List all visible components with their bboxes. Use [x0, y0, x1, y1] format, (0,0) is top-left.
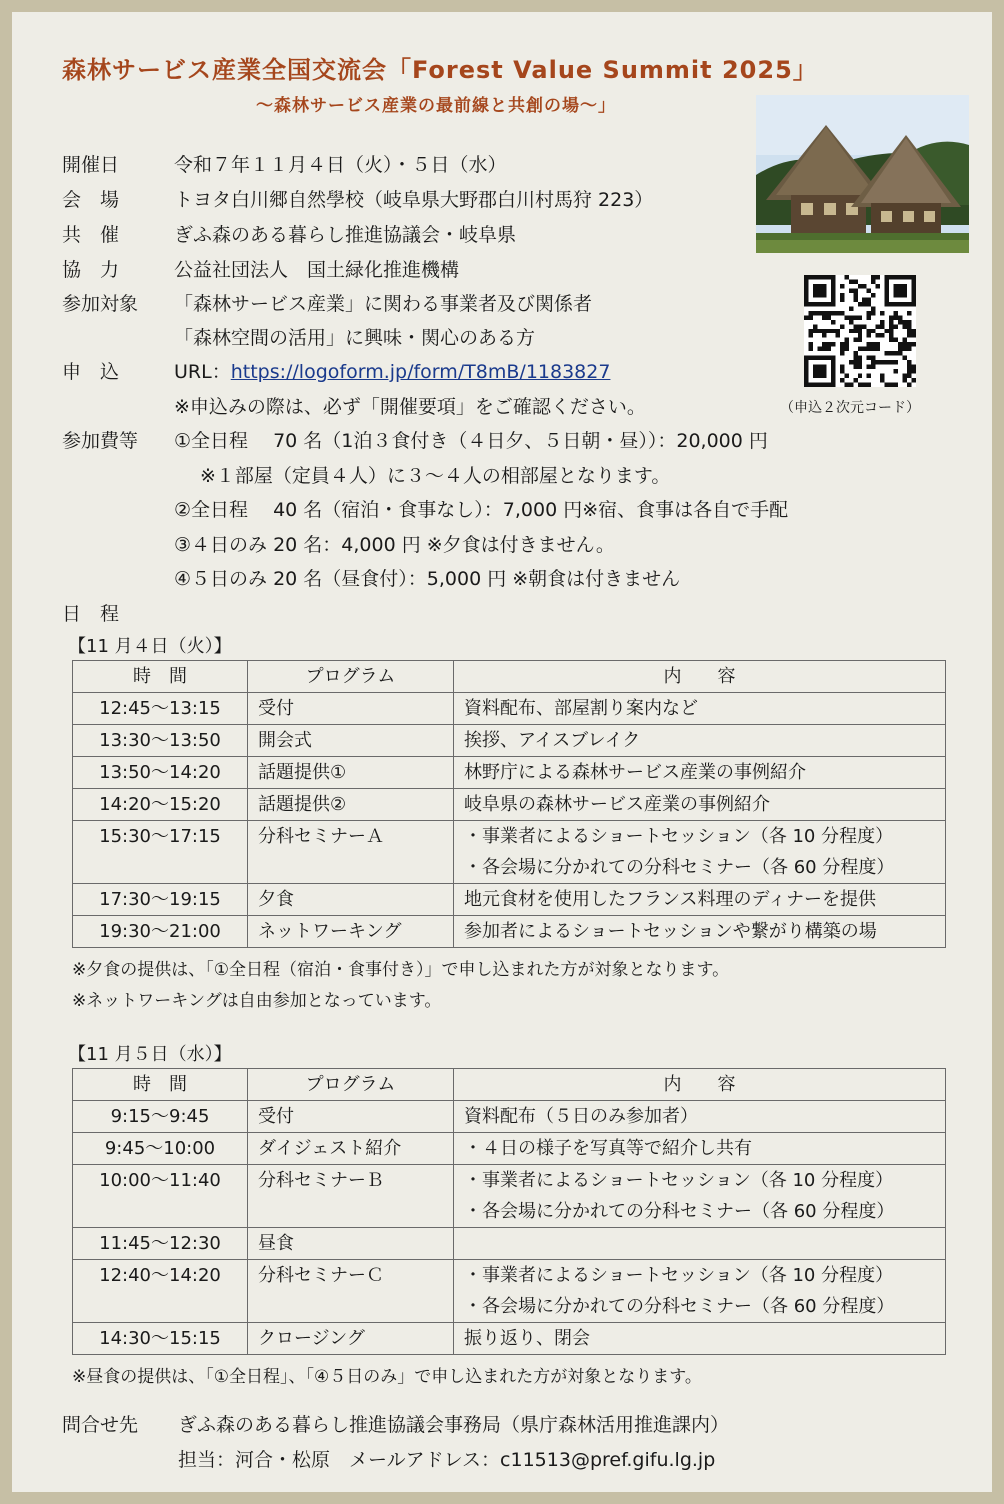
- program-cell: 受付: [248, 1101, 454, 1133]
- apply-url-prefix: URL：: [174, 361, 231, 383]
- table-row: [73, 1165, 946, 1228]
- venue-row: [62, 185, 653, 212]
- fee-4: ④５日のみ 20 名（昼食付）：5,000 円 ※朝食は付きません: [174, 568, 681, 590]
- program-cell: 夕食: [248, 884, 454, 916]
- content-cell: [454, 821, 946, 884]
- header-content: 内 容: [454, 1069, 946, 1101]
- content-line: ・事業者によるショートセッション（各 10 分程度）: [464, 1265, 894, 1286]
- table-row: [73, 789, 946, 821]
- content-line: [464, 1228, 935, 1259]
- header-program: プログラム: [248, 1069, 454, 1101]
- time-cell: 9:45～10:00: [73, 1133, 248, 1165]
- contact-org: ぎふ森のある暮らし推進協議会事務局（県庁森林活用推進課内）: [178, 1414, 730, 1436]
- content-cell: [454, 789, 946, 821]
- date-value: 令和７年１１月４日（火）・５日（水）: [174, 154, 507, 176]
- target-value-1: 「森林サービス産業」に関わる事業者及び関係者: [174, 293, 593, 315]
- table-row: [73, 725, 946, 757]
- date-label: 開催日: [62, 154, 120, 176]
- table-row: [73, 1101, 946, 1133]
- content-cell: [454, 757, 946, 789]
- target-value-2: 「森林空間の活用」に興味・関心のある方: [174, 327, 536, 349]
- table-row: [73, 884, 946, 916]
- host-value: ぎふ森のある暮らし推進協議会・岐阜県: [174, 224, 517, 246]
- table-row: [73, 1323, 946, 1355]
- target-label: 参加対象: [62, 293, 139, 315]
- content-cell: [454, 884, 946, 916]
- apply-url-link[interactable]: https://logoform.jp/form/T8mB/1183827: [230, 361, 611, 383]
- day2-heading: 【11 月５日（水）】: [68, 1044, 232, 1065]
- qr-code[interactable]: [804, 275, 916, 387]
- content-cell: [454, 1260, 946, 1323]
- day2-schedule-table: [72, 1068, 946, 1355]
- content-line: 資料配布、部屋割り案内など: [464, 698, 698, 719]
- time-cell: 17:30～19:15: [73, 884, 248, 916]
- time-cell: 14:20～15:20: [73, 789, 248, 821]
- gassho-house-photo: [756, 95, 969, 253]
- apply-note: ※申込みの際は、必ず「開催要項」をご確認ください。: [174, 396, 646, 418]
- target-row: [62, 289, 592, 316]
- header-time: 時 間: [73, 1069, 248, 1101]
- time-cell: 14:30～15:15: [73, 1323, 248, 1355]
- contact-person: 担当：河合・松原 メールアドレス：c11513@pref.gifu.lg.jp: [178, 1449, 716, 1471]
- program-cell: 昼食: [248, 1228, 454, 1260]
- header-program: プログラム: [248, 661, 454, 693]
- time-cell: 11:45～12:30: [73, 1228, 248, 1260]
- program-cell: 分科セミナーＣ: [248, 1260, 454, 1323]
- day1-note-2: ※ネットワーキングは自由参加となっています。: [72, 991, 442, 1011]
- content-cell: [454, 725, 946, 757]
- content-line: 地元食材を使用したフランス料理のディナーを提供: [464, 889, 877, 910]
- table-row: [73, 757, 946, 789]
- content-cell: [454, 1323, 946, 1355]
- fee-3: ③４日のみ 20 名：4,000 円 ※夕食は付きません。: [174, 534, 615, 556]
- content-line: ・事業者によるショートセッション（各 10 分程度）: [464, 826, 894, 847]
- day2-note-1: ※昼食の提供は、「①全日程」、「④５日のみ」で申し込まれた方が対象となります。: [72, 1367, 702, 1387]
- program-cell: 話題提供①: [248, 757, 454, 789]
- content-line: 振り返り、閉会: [464, 1328, 590, 1349]
- content-cell: [454, 1101, 946, 1133]
- content-cell: [454, 916, 946, 948]
- coop-row: [62, 255, 459, 282]
- contact-label: 問合せ先: [62, 1414, 139, 1436]
- event-title: 森林サービス産業全国交流会「Forest Value Summit 2025」: [62, 56, 818, 84]
- table-header-row: [73, 661, 946, 693]
- header-time: 時 間: [73, 661, 248, 693]
- content-line: ・事業者によるショートセッション（各 10 分程度）: [464, 1170, 894, 1191]
- time-cell: 12:40～14:20: [73, 1260, 248, 1323]
- day1-note-1: ※夕食の提供は、「①全日程（宿泊・食事付き）」で申し込まれた方が対象となります。: [72, 960, 730, 980]
- day1-heading: 【11 月４日（火）】: [68, 636, 232, 657]
- time-cell: 13:30～13:50: [73, 725, 248, 757]
- host-label: 共 催: [62, 224, 120, 246]
- fee-1: ①全日程 70 名（1泊３食付き（４日夕、５日朝・昼））：20,000 円: [174, 430, 768, 452]
- program-cell: 分科セミナーＢ: [248, 1165, 454, 1228]
- table-row: [73, 1228, 946, 1260]
- program-cell: クロージング: [248, 1323, 454, 1355]
- date-row: [62, 150, 507, 177]
- time-cell: 15:30～17:15: [73, 821, 248, 884]
- fee-label: 参加費等: [62, 430, 139, 452]
- content-line: 挨拶、アイスブレイク: [464, 730, 641, 751]
- content-line: ・各会場に分かれての分科セミナー（各 60 分程度）: [464, 1201, 895, 1222]
- host-row: [62, 220, 516, 247]
- content-line: 資料配布（５日のみ参加者）: [464, 1106, 698, 1127]
- program-cell: 分科セミナーＡ: [248, 821, 454, 884]
- program-cell: ネットワーキング: [248, 916, 454, 948]
- table-header-row: [73, 1069, 946, 1101]
- fee-row-1: [62, 426, 768, 453]
- header-content: 内 容: [454, 661, 946, 693]
- program-cell: ダイジェスト紹介: [248, 1133, 454, 1165]
- venue-value: トヨタ白川郷自然學校（岐阜県大野郡白川村馬狩 223）: [174, 189, 654, 211]
- apply-label: 申 込: [62, 361, 120, 383]
- program-cell: 話題提供②: [248, 789, 454, 821]
- program-cell: 開会式: [248, 725, 454, 757]
- day1-schedule-table: [72, 660, 946, 948]
- table-row: [73, 821, 946, 884]
- content-line: 参加者によるショートセッションや繋がり構築の場: [464, 921, 877, 942]
- time-cell: 9:15～9:45: [73, 1101, 248, 1133]
- event-subtitle: ～森林サービス産業の最前線と共創の場～」: [256, 96, 616, 116]
- fee-1-note: ※１部屋（定員４人）に３～４人の相部屋となります。: [200, 465, 671, 487]
- content-line: 岐阜県の森林サービス産業の事例紹介: [464, 794, 770, 815]
- venue-label: 会 場: [62, 189, 120, 211]
- coop-value: 公益社団法人 国土緑化推進機構: [174, 259, 460, 281]
- time-cell: 13:50～14:20: [73, 757, 248, 789]
- content-line: ・４日の様子を写真等で紹介し共有: [464, 1138, 752, 1159]
- table-row: [73, 916, 946, 948]
- time-cell: 19:30～21:00: [73, 916, 248, 948]
- table-row: [73, 693, 946, 725]
- table-row: [73, 1260, 946, 1323]
- content-line: ・各会場に分かれての分科セミナー（各 60 分程度）: [464, 857, 895, 878]
- contact-row: [62, 1410, 729, 1437]
- schedule-label: 日 程: [62, 603, 120, 625]
- content-cell: [454, 1165, 946, 1228]
- content-line: ・各会場に分かれての分科セミナー（各 60 分程度）: [464, 1296, 895, 1317]
- coop-label: 協 力: [62, 259, 120, 281]
- time-cell: 10:00～11:40: [73, 1165, 248, 1228]
- program-cell: 受付: [248, 693, 454, 725]
- fee-2: ②全日程 40 名（宿泊・食事なし）：7,000 円※宿、食事は各自で手配: [174, 499, 789, 521]
- content-cell: [454, 693, 946, 725]
- content-cell: [454, 1228, 946, 1260]
- content-line: 林野庁による森林サービス産業の事例紹介: [464, 762, 806, 783]
- qr-caption: （申込２次元コード）: [780, 400, 920, 416]
- content-cell: [454, 1133, 946, 1165]
- apply-row: [62, 357, 610, 384]
- time-cell: 12:45～13:15: [73, 693, 248, 725]
- table-row: [73, 1133, 946, 1165]
